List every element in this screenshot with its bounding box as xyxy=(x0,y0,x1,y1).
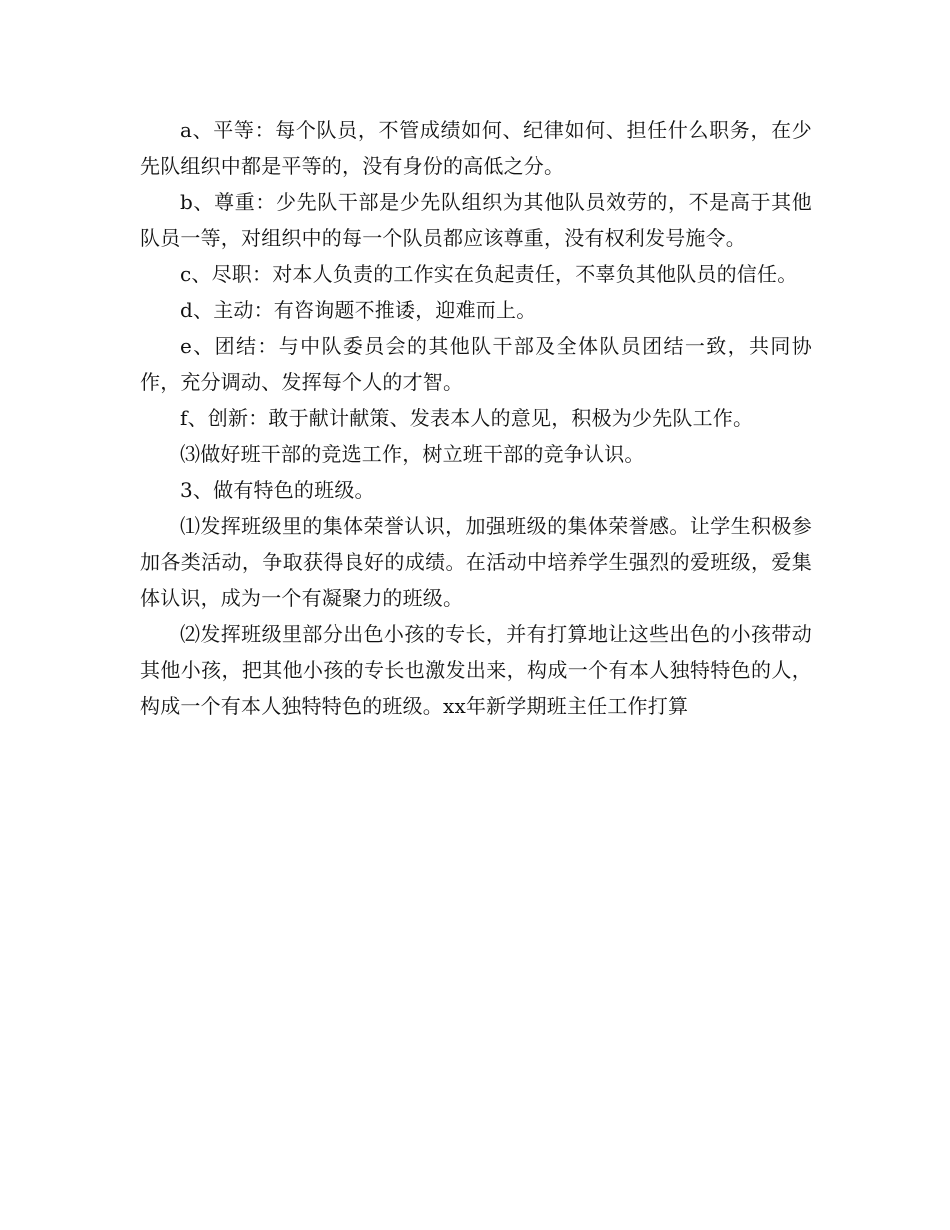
paragraph-duty: c、尽职：对本人负责的工作实在负起责任，不辜负其他队员的信任。 xyxy=(180,262,798,286)
paragraph-equality: a、平等：每个队员，不管成绩如何、纪律如何、担任什么职务，在少先队组织中都是平等的，没有身份的高低之分。 xyxy=(140,118,812,178)
paragraph-collective-honor: ⑴发挥班级里的集体荣誉认识，加强班级的集体荣誉感。让学生积极参加各类活动，争取获得良好的成绩。在活动中培养学生强烈的爱班级，爱集体认识，成为一个有凝聚力的班级。 xyxy=(140,514,812,610)
paragraph-innovation: f、创新：敢于献计献策、发表本人的意见，积极为少先队工作。 xyxy=(180,406,754,430)
paragraph-unity: e、团结：与中队委员会的其他队干部及全体队员团结一致，共同协作，充分调动、发挥每个人的才智。 xyxy=(140,334,812,394)
paragraph-section-heading: 3、做有特色的班级。 xyxy=(180,478,375,502)
paragraph-cadre-election: ⑶做好班干部的竞选工作，树立班干部的竞争认识。 xyxy=(180,442,645,466)
paragraph-respect: b、尊重：少先队干部是少先队组织为其他队员效劳的，不是高于其他队员一等，对组织中的每一个队员都应该尊重，没有权利发号施令。 xyxy=(140,190,812,250)
document-body xyxy=(140,112,812,724)
paragraph-talents: ⑵发挥班级里部分出色小孩的专长，并有打算地让这些出色的小孩带动其他小孩，把其他小孩的专长也激发出来，构成一个有本人独特特色的人，构成一个有本人独特特色的班级。xx年新学期班主任工作打算 xyxy=(140,622,812,718)
paragraph-initiative: d、主动：有咨询题不推诿，迎难而上。 xyxy=(180,298,537,322)
